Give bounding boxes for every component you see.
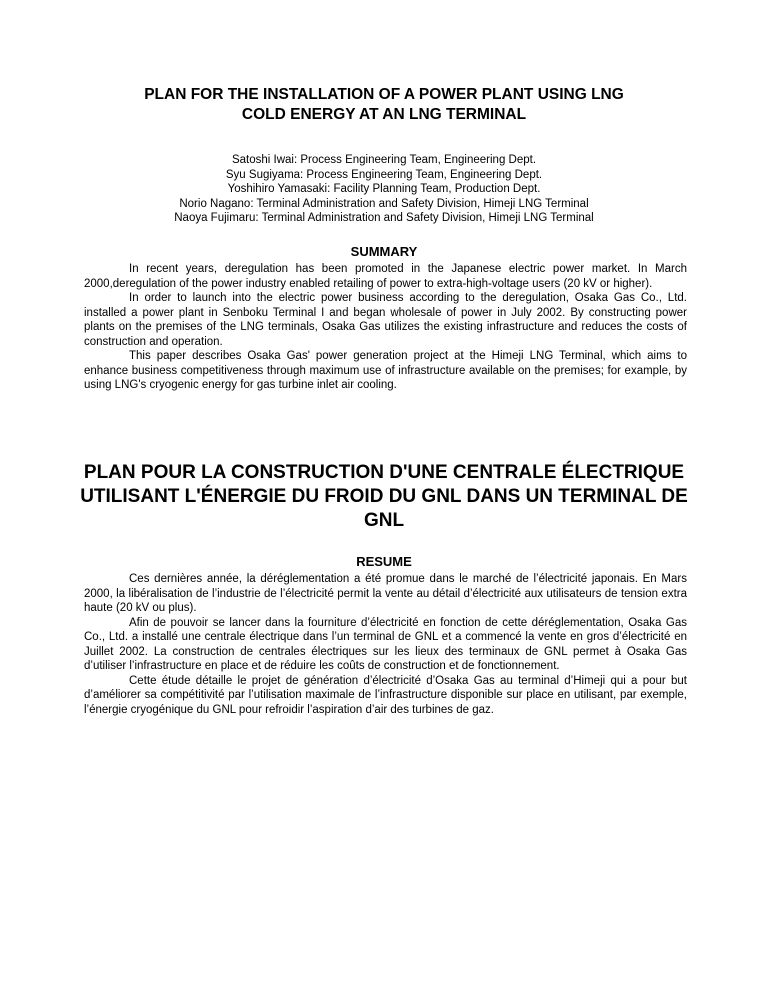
summary-heading: SUMMARY bbox=[350, 244, 418, 259]
author-list bbox=[100, 153, 668, 226]
resume-body bbox=[84, 572, 687, 717]
author-line: Naoya Fujimaru: Terminal Administration and Safety Division, Himeji LNG Terminal bbox=[174, 212, 594, 224]
english-title-line: PLAN FOR THE INSTALLATION OF A POWER PLANT USING LNG bbox=[144, 86, 624, 103]
resume-paragraph: Afin de pouvoir se lancer dans la fourniture d’électricité en fonction de cette déréglementation, Osaka Gas Co., Ltd. a installé une centrale électrique dans l’un terminal de GNL et a commencé la vente en gros d’électricité en Juillet 2002. La construction de centrales électriques sur les lieux des terminaux de GNL permet à Osaka Gas d’utiliser l’infrastructure en place et de réduire les coûts de construction et de fonctionnement. bbox=[84, 616, 687, 672]
resume-paragraph: Cette étude détaille le projet de génération d’électricité d’Osaka Gas au terminal d’Himeji qui a pour but d’améliorer sa compétitivité par l’utilisation maximale de l’infrastructure disponible sur place en utilisant, par exemple, l’énergie cryogénique du GNL pour refroidir l’aspiration d’air des turbines de gaz. bbox=[84, 674, 687, 716]
summary-paragraph: In order to launch into the electric power business according to the deregulation, Osaka Gas Co., Ltd. installed a power plant in Senboku Terminal I and began wholesale of power in July 2002. By constructing power plants on the premises of the LNG terminals, Osaka Gas utilizes the existing infrastructure and reduces the costs of construction and operation. bbox=[84, 292, 687, 348]
author-line: Yoshihiro Yamasaki: Facility Planning Team, Production Dept. bbox=[227, 183, 541, 195]
french-title-line: PLAN POUR LA CONSTRUCTION D'UNE CENTRALE ÉLECTRIQUE bbox=[83, 462, 685, 483]
english-title bbox=[90, 85, 678, 125]
french-title-line: GNL bbox=[363, 510, 405, 531]
resume-heading: RESUME bbox=[356, 554, 412, 569]
resume-paragraph: Ces dernières année, la déréglementation a été promue dans le marché de l’électricité japonais. En Mars 2000, la libéralisation de l’industrie de l’électricité permit la vente au détail d’électricité aux utilisateurs de tension extra haute (20 kV ou plus). bbox=[84, 573, 687, 614]
author-line: Syu Sugiyama: Process Engineering Team, Engineering Dept. bbox=[225, 168, 543, 181]
summary-paragraph: This paper describes Osaka Gas' power generation project at the Himeji LNG Terminal, which aims to enhance business competitiveness through maximum use of infrastructure available on the premises; for example, by using LNG's cryogenic energy for gas turbine inlet air cooling. bbox=[84, 350, 687, 391]
author-line: Satoshi Iwai: Process Engineering Team, Engineering Dept. bbox=[231, 154, 537, 166]
french-title bbox=[80, 461, 688, 533]
summary-paragraph: In recent years, deregulation has been promoted in the Japanese electric power market. In March 2000,deregulation of the power industry enabled retailing of power to extra-high-voltage users (20 kV or higher). bbox=[84, 263, 687, 290]
french-title-line: UTILISANT L'ÉNERGIE DU FROID DU GNL DANS UN TERMINAL DE bbox=[80, 486, 688, 507]
summary-body bbox=[84, 262, 687, 393]
english-title-line: COLD ENERGY AT AN LNG TERMINAL bbox=[241, 106, 527, 123]
author-line: Norio Nagano: Terminal Administration and Safety Division, Himeji LNG Terminal bbox=[179, 197, 589, 210]
